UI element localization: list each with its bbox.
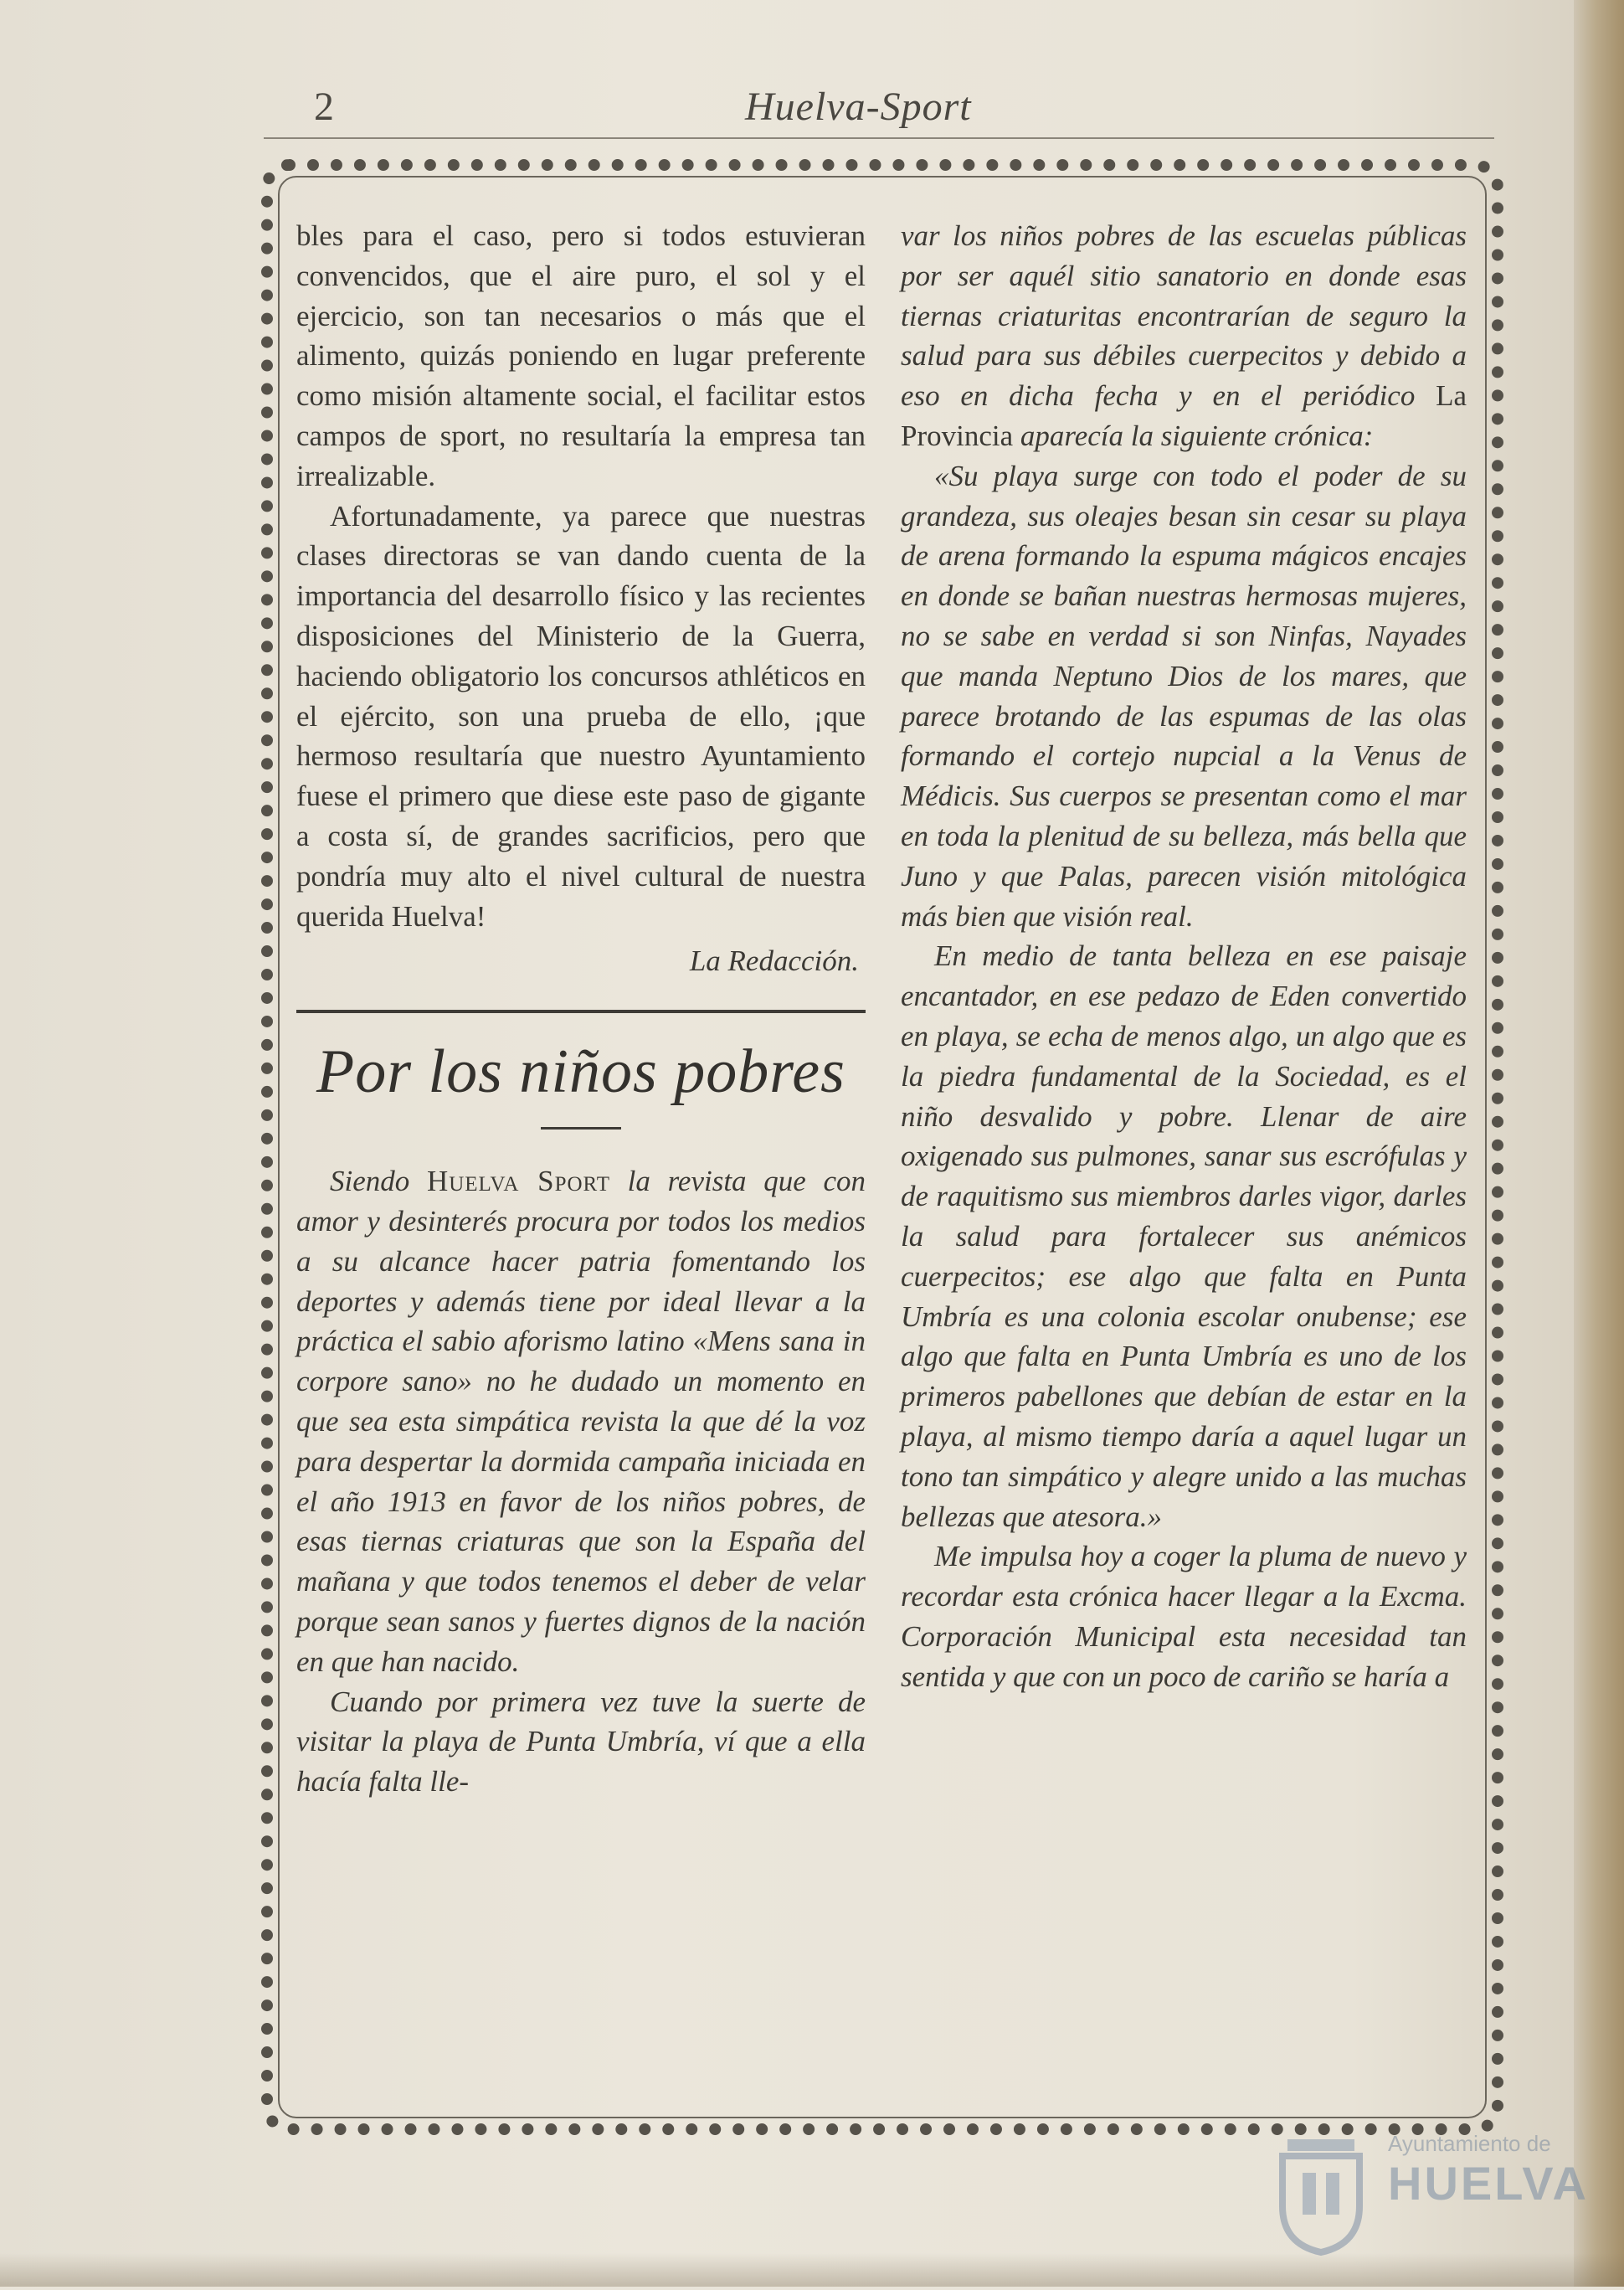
watermark-line2: HUELVA [1388,2157,1589,2210]
article-paragraph [901,216,1467,456]
section-divider [296,1010,866,1013]
article-paragraph [296,1161,866,1681]
editorial-paragraph: Afortunadamente, ya parece que nuestras clases directoras se van dando cuenta de la importancia del desarrollo físico y las recientes disposiciones del Ministerio de la Guerra, haciendo obligatorio los concursos athléticos en el ejército, son una prueba de ello, ¡que hermoso resultaría que nuestro Ayuntamiento fuese el primero que diese este paso de gigante a costa sí, de grandes sacrificios, pero que pondría muy alto el nivel cultural de nuestra querida Huelva! [296,499,866,933]
watermark-line1: Ayuntamiento de [1388,2131,1551,2156]
header-rule [264,137,1494,139]
page-spine-shadow [1574,0,1624,2287]
right-column [901,216,1467,1696]
archive-watermark [1271,2131,1622,2290]
editorial-signature: La Redacción. [689,944,859,978]
coat-of-arms-icon [1271,2131,1371,2257]
article-text: Siendo [330,1165,427,1198]
article-paragraph: Cuando por primera vez tuve la suerte de visitar la playa de Punta Umbría, ví que a ella hacía falta lle- [296,1685,866,1799]
newspaper-name: La Provincia [901,379,1467,452]
article-text: var los niños pobres de las escuelas públicas por ser aquél sitio sanatorio en donde esas tiernas criaturitas encontrarían de seguro la salud para sus débiles cuerpecitos y debido a eso en dicha fecha y en el periódico [901,219,1467,413]
article-headline: Por los niños pobres [316,1037,845,1107]
headline-underline [541,1127,621,1130]
article-text: la revista que con amor y desinterés procura por todos los medios a su alcance hacer patria fomentando los deportes y además tiene por ideal llevar a la práctica el sabio aforismo latino «Mens sana in corpore sano» no he dudado un momento en que sea esta simpática revista la que dé la voz para despertar la dormida campaña iniciada en el año 1913 en favor de los niños pobres, de esas tiernas criaturas que son la España del mañana y que todos tenemos el deber de velar porque sean sanos y fuertes dignos de la nación en que han nacido. [296,1165,866,1678]
article-text: aparecía la siguiente crónica: [1013,419,1374,452]
article-paragraph: En medio de tanta belleza en ese paisaje encantador, en ese pedazo de Eden convertido en playa, se echa de menos algo, un algo que es la piedra fundamental de la Sociedad, es el niño desvalido y pobre. Llenar de aire oxigenado sus pulmones, sanar sus escrófulas y de raquitismo sus miembros darles vigor, darles la salud para fortalecer sus anémicos cuerpecitos; ese algo que falta en Punta Umbría es una colonia escolar onubense; ese algo que falta en Punta Umbría es uno de los primeros pabellones que debían de estar en la playa, al mismo tiempo daría a aquel lugar un tono tan simpático y alegre unido a las muchas bellezas que atesora.» [901,939,1467,1533]
article-paragraph: Me impulsa hoy a coger la pluma de nuevo y recordar esta crónica hacer llegar a la Excma. Corporación Municipal esta necesidad tan sentida y que con un poco de cariño se haría a [901,1540,1467,1693]
magazine-name: Huelva Sport [426,1165,610,1198]
editorial-paragraph: bles para el caso, pero si todos estuvieran convencidos, que el aire puro, el sol y el ejercicio, son tan necesarios o más que el alimento, quizás poniendo en lugar preferente como misión altamente social, el facilitar estos campos de sport, no resultaría la empresa tan irrealizable. [296,219,866,492]
page-number: 2 [314,85,334,129]
quoted-chronicle: «Su playa surge con todo el poder de su grandeza, sus oleajes besan sin cesar su playa de arena formando la espuma mágicos encajes en donde se bañan nuestras hermosas mujeres, no se sabe en verdad si son Ninfas, Nayades que manda Neptuno Dios de los mares, que parece brotando de las espumas de las olas formando el cortejo nupcial a la Venus de Médicis. Sus cuerpos se presentan como el mar en toda la plenitud de su belleza, más bella que Juno y que Palas, parecen visión mitológica más bien que visión real. [901,459,1467,933]
masthead-title: Huelva-Sport [745,85,972,129]
left-column [296,216,866,1802]
